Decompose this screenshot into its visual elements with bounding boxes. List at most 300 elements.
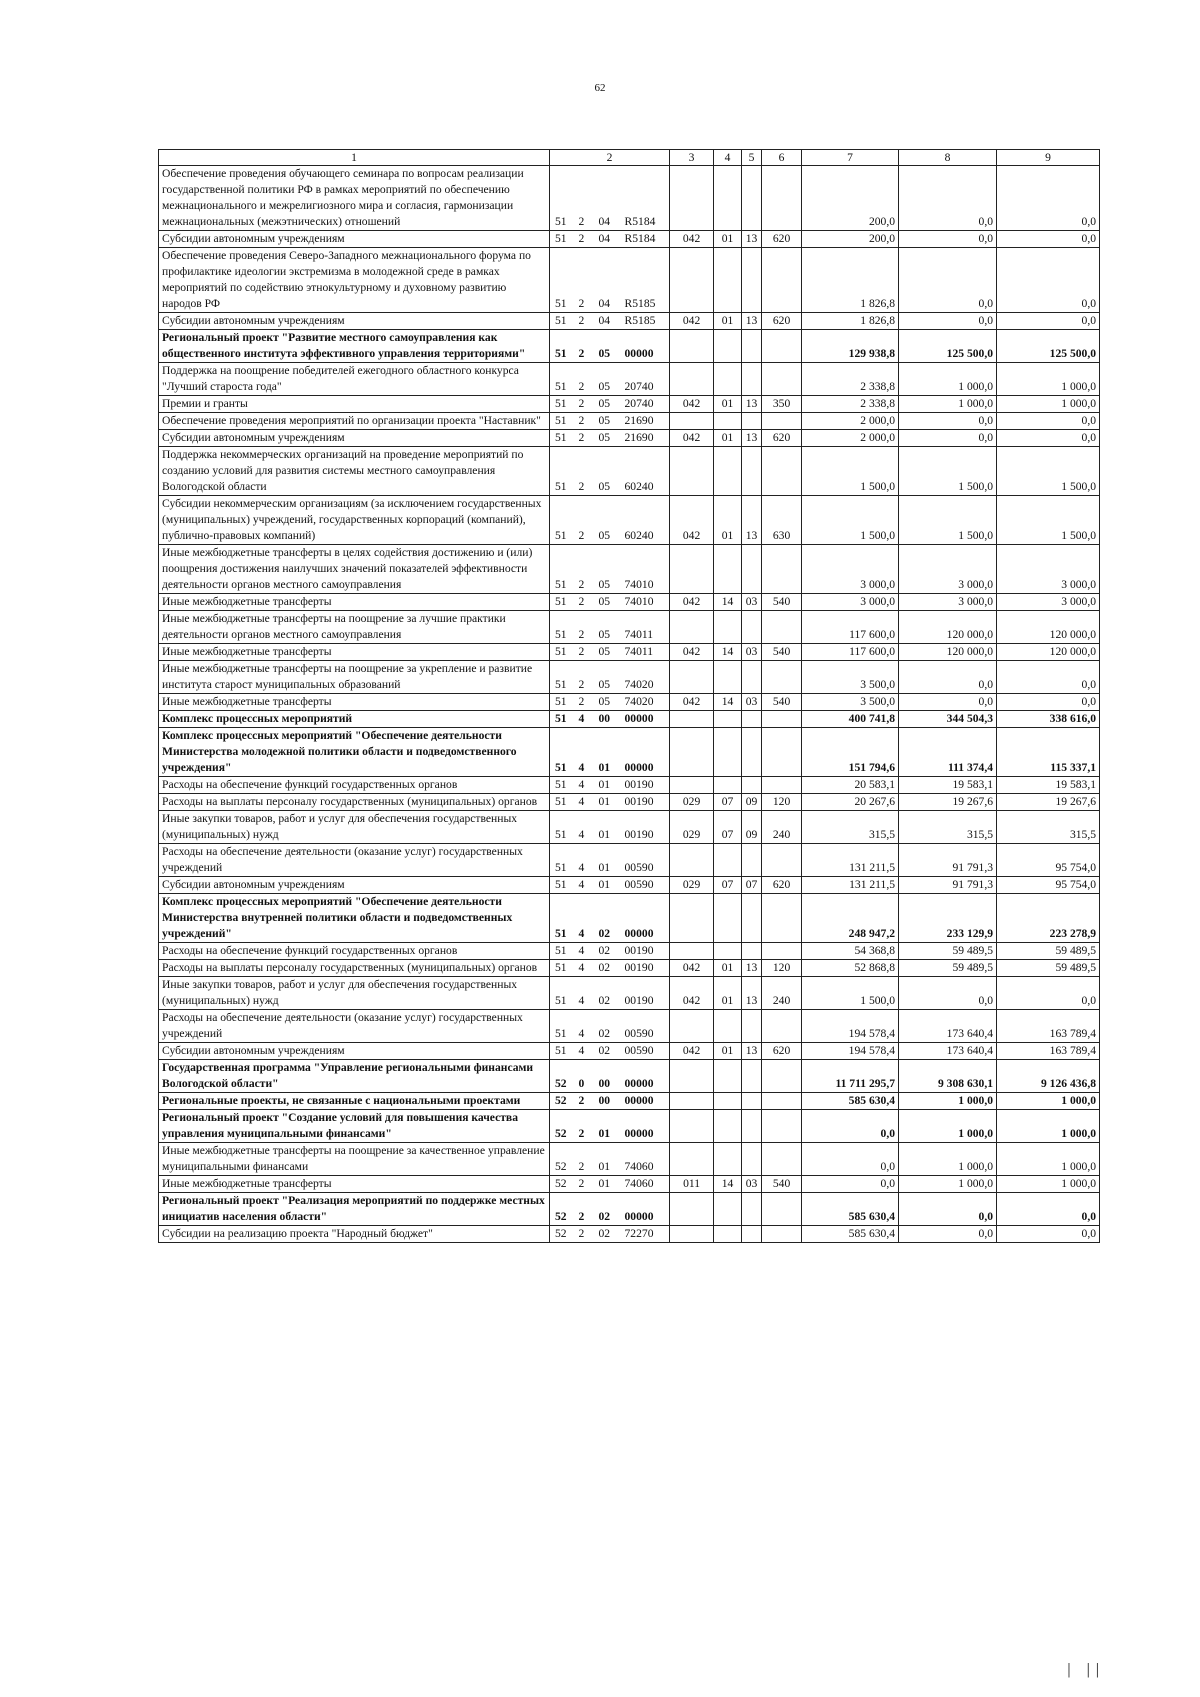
amount-col-7: 585 630,4 bbox=[802, 1193, 899, 1226]
code-subsection bbox=[742, 1093, 762, 1110]
code-ministry bbox=[670, 248, 714, 313]
amount-col-9: 0,0 bbox=[997, 661, 1100, 694]
code-expense-type: 620 bbox=[762, 877, 802, 894]
code-program: 51 bbox=[550, 728, 577, 777]
amount-col-7: 2 000,0 bbox=[802, 430, 899, 447]
code-direction: 00190 bbox=[623, 794, 670, 811]
code-ministry bbox=[670, 545, 714, 594]
code-direction: 74010 bbox=[623, 594, 670, 611]
code-section bbox=[714, 1226, 742, 1243]
code-element: 05 bbox=[597, 363, 623, 396]
code-element: 01 bbox=[597, 1110, 623, 1143]
code-section: 07 bbox=[714, 877, 742, 894]
code-subprogram: 4 bbox=[577, 943, 597, 960]
code-subprogram: 2 bbox=[577, 430, 597, 447]
table-row bbox=[159, 694, 1100, 711]
code-subsection: 03 bbox=[742, 1176, 762, 1193]
code-subsection bbox=[742, 611, 762, 644]
code-expense-type bbox=[762, 1143, 802, 1176]
code-section: 01 bbox=[714, 960, 742, 977]
table-row bbox=[159, 413, 1100, 430]
code-element: 01 bbox=[597, 794, 623, 811]
code-ministry: 029 bbox=[670, 811, 714, 844]
amount-col-7: 248 947,2 bbox=[802, 894, 899, 943]
table-row bbox=[159, 330, 1100, 363]
amount-col-9: 0,0 bbox=[997, 248, 1100, 313]
code-direction: 72270 bbox=[623, 1226, 670, 1243]
code-direction: 00190 bbox=[623, 960, 670, 977]
header-col-9: 9 bbox=[997, 150, 1100, 166]
code-direction: 00000 bbox=[623, 711, 670, 728]
amount-col-9: 0,0 bbox=[997, 694, 1100, 711]
amount-col-8: 0,0 bbox=[899, 166, 997, 231]
code-subsection bbox=[742, 844, 762, 877]
code-subprogram: 2 bbox=[577, 694, 597, 711]
code-direction: R5184 bbox=[623, 166, 670, 231]
code-subsection: 13 bbox=[742, 960, 762, 977]
row-name: Комплекс процессных мероприятий "Обеспечение деятельности Министерства молодежной политики области и подведомственного учреждения" bbox=[159, 728, 550, 777]
code-section: 01 bbox=[714, 396, 742, 413]
code-subsection: 03 bbox=[742, 594, 762, 611]
code-ministry: 042 bbox=[670, 313, 714, 330]
code-subsection: 07 bbox=[742, 877, 762, 894]
code-element: 02 bbox=[597, 943, 623, 960]
code-ministry bbox=[670, 1226, 714, 1243]
code-section bbox=[714, 447, 742, 496]
code-element: 02 bbox=[597, 960, 623, 977]
code-program: 51 bbox=[550, 1043, 577, 1060]
amount-col-7: 585 630,4 bbox=[802, 1226, 899, 1243]
amount-col-8: 59 489,5 bbox=[899, 960, 997, 977]
code-direction: 00000 bbox=[623, 1110, 670, 1143]
code-expense-type: 540 bbox=[762, 1176, 802, 1193]
amount-col-7: 194 578,4 bbox=[802, 1010, 899, 1043]
code-subprogram: 4 bbox=[577, 1043, 597, 1060]
code-section bbox=[714, 711, 742, 728]
amount-col-8: 0,0 bbox=[899, 661, 997, 694]
amount-col-7: 3 000,0 bbox=[802, 545, 899, 594]
code-direction: 00000 bbox=[623, 894, 670, 943]
code-section bbox=[714, 894, 742, 943]
code-program: 51 bbox=[550, 811, 577, 844]
table-row bbox=[159, 844, 1100, 877]
code-direction: 21690 bbox=[623, 413, 670, 430]
code-expense-type bbox=[762, 894, 802, 943]
amount-col-8: 1 500,0 bbox=[899, 447, 997, 496]
code-subsection: 13 bbox=[742, 977, 762, 1010]
row-name: Поддержка на поощрение победителей ежегодного областного конкурса "Лучший староста года" bbox=[159, 363, 550, 396]
code-element: 05 bbox=[597, 430, 623, 447]
code-section: 14 bbox=[714, 1176, 742, 1193]
amount-col-9: 120 000,0 bbox=[997, 644, 1100, 661]
code-expense-type bbox=[762, 844, 802, 877]
code-ministry: 029 bbox=[670, 877, 714, 894]
code-element: 01 bbox=[597, 844, 623, 877]
amount-col-8: 120 000,0 bbox=[899, 644, 997, 661]
table-row bbox=[159, 711, 1100, 728]
amount-col-9: 19 583,1 bbox=[997, 777, 1100, 794]
code-subsection bbox=[742, 1143, 762, 1176]
code-expense-type bbox=[762, 1226, 802, 1243]
amount-col-8: 19 267,6 bbox=[899, 794, 997, 811]
code-subsection bbox=[742, 248, 762, 313]
amount-col-7: 1 826,8 bbox=[802, 248, 899, 313]
code-section: 01 bbox=[714, 496, 742, 545]
amount-col-8: 1 000,0 bbox=[899, 1176, 997, 1193]
page-number: 62 bbox=[594, 82, 606, 94]
code-program: 52 bbox=[550, 1110, 577, 1143]
code-subprogram: 4 bbox=[577, 977, 597, 1010]
code-ministry bbox=[670, 1193, 714, 1226]
code-element: 01 bbox=[597, 1176, 623, 1193]
amount-col-8: 0,0 bbox=[899, 313, 997, 330]
code-section bbox=[714, 1143, 742, 1176]
code-expense-type: 120 bbox=[762, 794, 802, 811]
code-section: 01 bbox=[714, 231, 742, 248]
code-subsection bbox=[742, 363, 762, 396]
code-program: 51 bbox=[550, 231, 577, 248]
code-ministry: 011 bbox=[670, 1176, 714, 1193]
amount-col-9: 223 278,9 bbox=[997, 894, 1100, 943]
code-subsection bbox=[742, 1193, 762, 1226]
code-expense-type: 540 bbox=[762, 694, 802, 711]
code-element: 01 bbox=[597, 728, 623, 777]
code-section: 07 bbox=[714, 794, 742, 811]
amount-col-9: 0,0 bbox=[997, 413, 1100, 430]
code-expense-type bbox=[762, 728, 802, 777]
code-program: 51 bbox=[550, 877, 577, 894]
code-program: 51 bbox=[550, 166, 577, 231]
amount-col-9: 0,0 bbox=[997, 231, 1100, 248]
code-subsection: 13 bbox=[742, 496, 762, 545]
row-name: Субсидии автономным учреждениям bbox=[159, 877, 550, 894]
amount-col-8: 1 500,0 bbox=[899, 496, 997, 545]
amount-col-9: 1 000,0 bbox=[997, 396, 1100, 413]
code-direction: 00590 bbox=[623, 877, 670, 894]
code-direction: 20740 bbox=[623, 396, 670, 413]
row-name: Иные межбюджетные трансферты bbox=[159, 644, 550, 661]
table-row bbox=[159, 894, 1100, 943]
code-program: 52 bbox=[550, 1060, 577, 1093]
amount-col-9: 0,0 bbox=[997, 977, 1100, 1010]
row-name: Расходы на выплаты персоналу государственных (муниципальных) органов bbox=[159, 960, 550, 977]
amount-col-8: 19 583,1 bbox=[899, 777, 997, 794]
amount-col-7: 585 630,4 bbox=[802, 1093, 899, 1110]
code-element: 05 bbox=[597, 447, 623, 496]
table-row bbox=[159, 1193, 1100, 1226]
code-subprogram: 2 bbox=[577, 1110, 597, 1143]
code-direction: 00190 bbox=[623, 777, 670, 794]
amount-col-7: 20 583,1 bbox=[802, 777, 899, 794]
row-name: Иные межбюджетные трансферты на поощрение за качественное управление муниципальными финансами bbox=[159, 1143, 550, 1176]
code-program: 51 bbox=[550, 248, 577, 313]
code-program: 51 bbox=[550, 644, 577, 661]
code-direction: 21690 bbox=[623, 430, 670, 447]
amount-col-8: 0,0 bbox=[899, 1193, 997, 1226]
code-element: 01 bbox=[597, 877, 623, 894]
code-subsection: 13 bbox=[742, 313, 762, 330]
code-section: 14 bbox=[714, 594, 742, 611]
code-ministry: 042 bbox=[670, 231, 714, 248]
table-row bbox=[159, 430, 1100, 447]
code-section bbox=[714, 166, 742, 231]
header-col-1: 1 bbox=[159, 150, 550, 166]
code-subsection: 13 bbox=[742, 1043, 762, 1060]
code-section bbox=[714, 611, 742, 644]
code-program: 52 bbox=[550, 1176, 577, 1193]
code-ministry: 042 bbox=[670, 960, 714, 977]
row-name: Комплекс процессных мероприятий bbox=[159, 711, 550, 728]
amount-col-7: 0,0 bbox=[802, 1176, 899, 1193]
code-expense-type: 540 bbox=[762, 644, 802, 661]
code-section: 07 bbox=[714, 811, 742, 844]
code-program: 51 bbox=[550, 594, 577, 611]
code-subprogram: 2 bbox=[577, 1193, 597, 1226]
amount-col-9: 0,0 bbox=[997, 313, 1100, 330]
code-element: 02 bbox=[597, 1043, 623, 1060]
code-element: 05 bbox=[597, 545, 623, 594]
code-expense-type: 540 bbox=[762, 594, 802, 611]
code-expense-type bbox=[762, 777, 802, 794]
amount-col-9: 1 000,0 bbox=[997, 1110, 1100, 1143]
amount-col-8: 120 000,0 bbox=[899, 611, 997, 644]
row-name: Комплекс процессных мероприятий "Обеспечение деятельности Министерства внутренней политики области и подведомственных учреждений" bbox=[159, 894, 550, 943]
amount-col-8: 1 000,0 bbox=[899, 363, 997, 396]
code-ministry: 042 bbox=[670, 496, 714, 545]
code-direction: 20740 bbox=[623, 363, 670, 396]
row-name: Субсидии на реализацию проекта "Народный бюджет" bbox=[159, 1226, 550, 1243]
amount-col-7: 1 826,8 bbox=[802, 313, 899, 330]
code-subprogram: 4 bbox=[577, 894, 597, 943]
code-program: 51 bbox=[550, 943, 577, 960]
code-element: 02 bbox=[597, 977, 623, 1010]
table-row bbox=[159, 611, 1100, 644]
amount-col-8: 0,0 bbox=[899, 694, 997, 711]
row-name: Субсидии автономным учреждениям bbox=[159, 1043, 550, 1060]
code-direction: 00000 bbox=[623, 330, 670, 363]
code-subsection: 09 bbox=[742, 811, 762, 844]
amount-col-8: 91 791,3 bbox=[899, 844, 997, 877]
code-program: 51 bbox=[550, 1010, 577, 1043]
code-expense-type: 620 bbox=[762, 231, 802, 248]
code-section: 01 bbox=[714, 977, 742, 1010]
code-subprogram: 2 bbox=[577, 447, 597, 496]
code-program: 51 bbox=[550, 430, 577, 447]
amount-col-7: 0,0 bbox=[802, 1110, 899, 1143]
code-element: 05 bbox=[597, 396, 623, 413]
table-row bbox=[159, 943, 1100, 960]
code-ministry: 029 bbox=[670, 794, 714, 811]
table-row bbox=[159, 594, 1100, 611]
code-subsection bbox=[742, 1110, 762, 1143]
header-col-6: 6 bbox=[762, 150, 802, 166]
row-name: Субсидии автономным учреждениям bbox=[159, 313, 550, 330]
code-direction: 00590 bbox=[623, 1010, 670, 1043]
code-ministry: 042 bbox=[670, 594, 714, 611]
code-direction: 00190 bbox=[623, 977, 670, 1010]
row-name: Обеспечение проведения Северо-Западного межнационального форума по профилактике идеологии экстремизма в молодежной среде в рамках мероприятий по содействию этнокультурному и духовному развитию народов РФ bbox=[159, 248, 550, 313]
amount-col-8: 125 500,0 bbox=[899, 330, 997, 363]
amount-col-7: 3 000,0 bbox=[802, 594, 899, 611]
code-ministry bbox=[670, 363, 714, 396]
row-name: Обеспечение проведения обучающего семинара по вопросам реализации государственной политики РФ в рамках мероприятий по обеспечению межнационального и межрелигиозного мира и согласия, гармонизации межнациональных (межэтнических) отношений bbox=[159, 166, 550, 231]
code-subsection: 13 bbox=[742, 396, 762, 413]
amount-col-8: 315,5 bbox=[899, 811, 997, 844]
code-expense-type: 620 bbox=[762, 1043, 802, 1060]
code-subprogram: 2 bbox=[577, 413, 597, 430]
header-col-7: 7 bbox=[802, 150, 899, 166]
code-subprogram: 2 bbox=[577, 1176, 597, 1193]
amount-col-9: 338 616,0 bbox=[997, 711, 1100, 728]
amount-col-8: 111 374,4 bbox=[899, 728, 997, 777]
table-row bbox=[159, 363, 1100, 396]
table-row bbox=[159, 1110, 1100, 1143]
code-expense-type: 350 bbox=[762, 396, 802, 413]
code-element: 05 bbox=[597, 611, 623, 644]
code-expense-type bbox=[762, 611, 802, 644]
table-row bbox=[159, 1093, 1100, 1110]
code-subsection bbox=[742, 894, 762, 943]
code-element: 00 bbox=[597, 711, 623, 728]
table-row bbox=[159, 1226, 1100, 1243]
code-subprogram: 4 bbox=[577, 811, 597, 844]
row-name: Региональный проект "Развитие местного самоуправления как общественного института эффективного управления территориями" bbox=[159, 330, 550, 363]
code-section bbox=[714, 1010, 742, 1043]
code-program: 51 bbox=[550, 977, 577, 1010]
code-direction: 00190 bbox=[623, 943, 670, 960]
code-subsection bbox=[742, 545, 762, 594]
amount-col-9: 1 500,0 bbox=[997, 496, 1100, 545]
code-program: 51 bbox=[550, 711, 577, 728]
code-ministry: 042 bbox=[670, 1043, 714, 1060]
amount-col-9: 315,5 bbox=[997, 811, 1100, 844]
row-name: Обеспечение проведения мероприятий по организации проекта "Наставник" bbox=[159, 413, 550, 430]
code-program: 51 bbox=[550, 447, 577, 496]
code-subsection bbox=[742, 943, 762, 960]
code-subsection bbox=[742, 777, 762, 794]
code-subprogram: 4 bbox=[577, 1010, 597, 1043]
code-subprogram: 2 bbox=[577, 313, 597, 330]
code-subprogram: 2 bbox=[577, 644, 597, 661]
code-direction: 74020 bbox=[623, 694, 670, 711]
code-element: 00 bbox=[597, 1060, 623, 1093]
code-expense-type bbox=[762, 943, 802, 960]
amount-col-9: 1 500,0 bbox=[997, 447, 1100, 496]
amount-col-7: 200,0 bbox=[802, 231, 899, 248]
code-ministry bbox=[670, 330, 714, 363]
code-expense-type bbox=[762, 447, 802, 496]
amount-col-9: 120 000,0 bbox=[997, 611, 1100, 644]
code-expense-type bbox=[762, 1110, 802, 1143]
code-subprogram: 2 bbox=[577, 396, 597, 413]
amount-col-7: 315,5 bbox=[802, 811, 899, 844]
amount-col-9: 95 754,0 bbox=[997, 877, 1100, 894]
code-subsection bbox=[742, 1010, 762, 1043]
code-subsection bbox=[742, 711, 762, 728]
code-direction: 74060 bbox=[623, 1176, 670, 1193]
code-element: 01 bbox=[597, 1143, 623, 1176]
amount-col-8: 3 000,0 bbox=[899, 545, 997, 594]
code-element: 02 bbox=[597, 1226, 623, 1243]
code-section bbox=[714, 943, 742, 960]
amount-col-7: 1 500,0 bbox=[802, 496, 899, 545]
code-section bbox=[714, 1060, 742, 1093]
code-subprogram: 4 bbox=[577, 777, 597, 794]
code-ministry: 042 bbox=[670, 694, 714, 711]
code-element: 01 bbox=[597, 811, 623, 844]
amount-col-9: 1 000,0 bbox=[997, 1176, 1100, 1193]
corner-marks: | || bbox=[1067, 1661, 1105, 1678]
amount-col-9: 3 000,0 bbox=[997, 594, 1100, 611]
code-subsection: 13 bbox=[742, 231, 762, 248]
code-subprogram: 4 bbox=[577, 711, 597, 728]
amount-col-9: 9 126 436,8 bbox=[997, 1060, 1100, 1093]
amount-col-7: 131 211,5 bbox=[802, 844, 899, 877]
amount-col-7: 3 500,0 bbox=[802, 661, 899, 694]
amount-col-8: 91 791,3 bbox=[899, 877, 997, 894]
table-row bbox=[159, 447, 1100, 496]
table-row bbox=[159, 960, 1100, 977]
code-subprogram: 2 bbox=[577, 166, 597, 231]
code-program: 51 bbox=[550, 894, 577, 943]
amount-col-8: 59 489,5 bbox=[899, 943, 997, 960]
amount-col-8: 1 000,0 bbox=[899, 1143, 997, 1176]
amount-col-7: 2 338,8 bbox=[802, 363, 899, 396]
code-subsection bbox=[742, 447, 762, 496]
amount-col-9: 1 000,0 bbox=[997, 1143, 1100, 1176]
amount-col-9: 0,0 bbox=[997, 430, 1100, 447]
code-program: 51 bbox=[550, 794, 577, 811]
table-row bbox=[159, 777, 1100, 794]
amount-col-9: 1 000,0 bbox=[997, 1093, 1100, 1110]
code-ministry bbox=[670, 1010, 714, 1043]
code-expense-type bbox=[762, 711, 802, 728]
table-row bbox=[159, 545, 1100, 594]
row-name: Расходы на выплаты персоналу государственных (муниципальных) органов bbox=[159, 794, 550, 811]
code-subsection bbox=[742, 413, 762, 430]
code-program: 52 bbox=[550, 1226, 577, 1243]
code-subsection bbox=[742, 661, 762, 694]
code-expense-type: 620 bbox=[762, 313, 802, 330]
amount-col-7: 129 938,8 bbox=[802, 330, 899, 363]
code-section bbox=[714, 363, 742, 396]
amount-col-8: 0,0 bbox=[899, 413, 997, 430]
code-section bbox=[714, 844, 742, 877]
code-section bbox=[714, 1110, 742, 1143]
code-expense-type bbox=[762, 363, 802, 396]
code-section bbox=[714, 413, 742, 430]
code-section bbox=[714, 330, 742, 363]
code-direction: 00000 bbox=[623, 1193, 670, 1226]
code-subsection bbox=[742, 1060, 762, 1093]
row-name: Поддержка некоммерческих организаций на проведение мероприятий по созданию условий для развития системы местного самоуправления Вологодской области bbox=[159, 447, 550, 496]
code-direction: 74011 bbox=[623, 611, 670, 644]
table-row bbox=[159, 1176, 1100, 1193]
row-name: Субсидии автономным учреждениям bbox=[159, 430, 550, 447]
code-ministry bbox=[670, 894, 714, 943]
amount-col-8: 0,0 bbox=[899, 430, 997, 447]
code-program: 51 bbox=[550, 363, 577, 396]
code-subprogram: 2 bbox=[577, 248, 597, 313]
code-ministry bbox=[670, 447, 714, 496]
code-expense-type: 240 bbox=[762, 977, 802, 1010]
row-name: Региональные проекты, не связанные с национальными проектами bbox=[159, 1093, 550, 1110]
amount-col-7: 3 500,0 bbox=[802, 694, 899, 711]
code-expense-type: 120 bbox=[762, 960, 802, 977]
code-ministry bbox=[670, 777, 714, 794]
amount-col-7: 2 000,0 bbox=[802, 413, 899, 430]
table-row bbox=[159, 977, 1100, 1010]
